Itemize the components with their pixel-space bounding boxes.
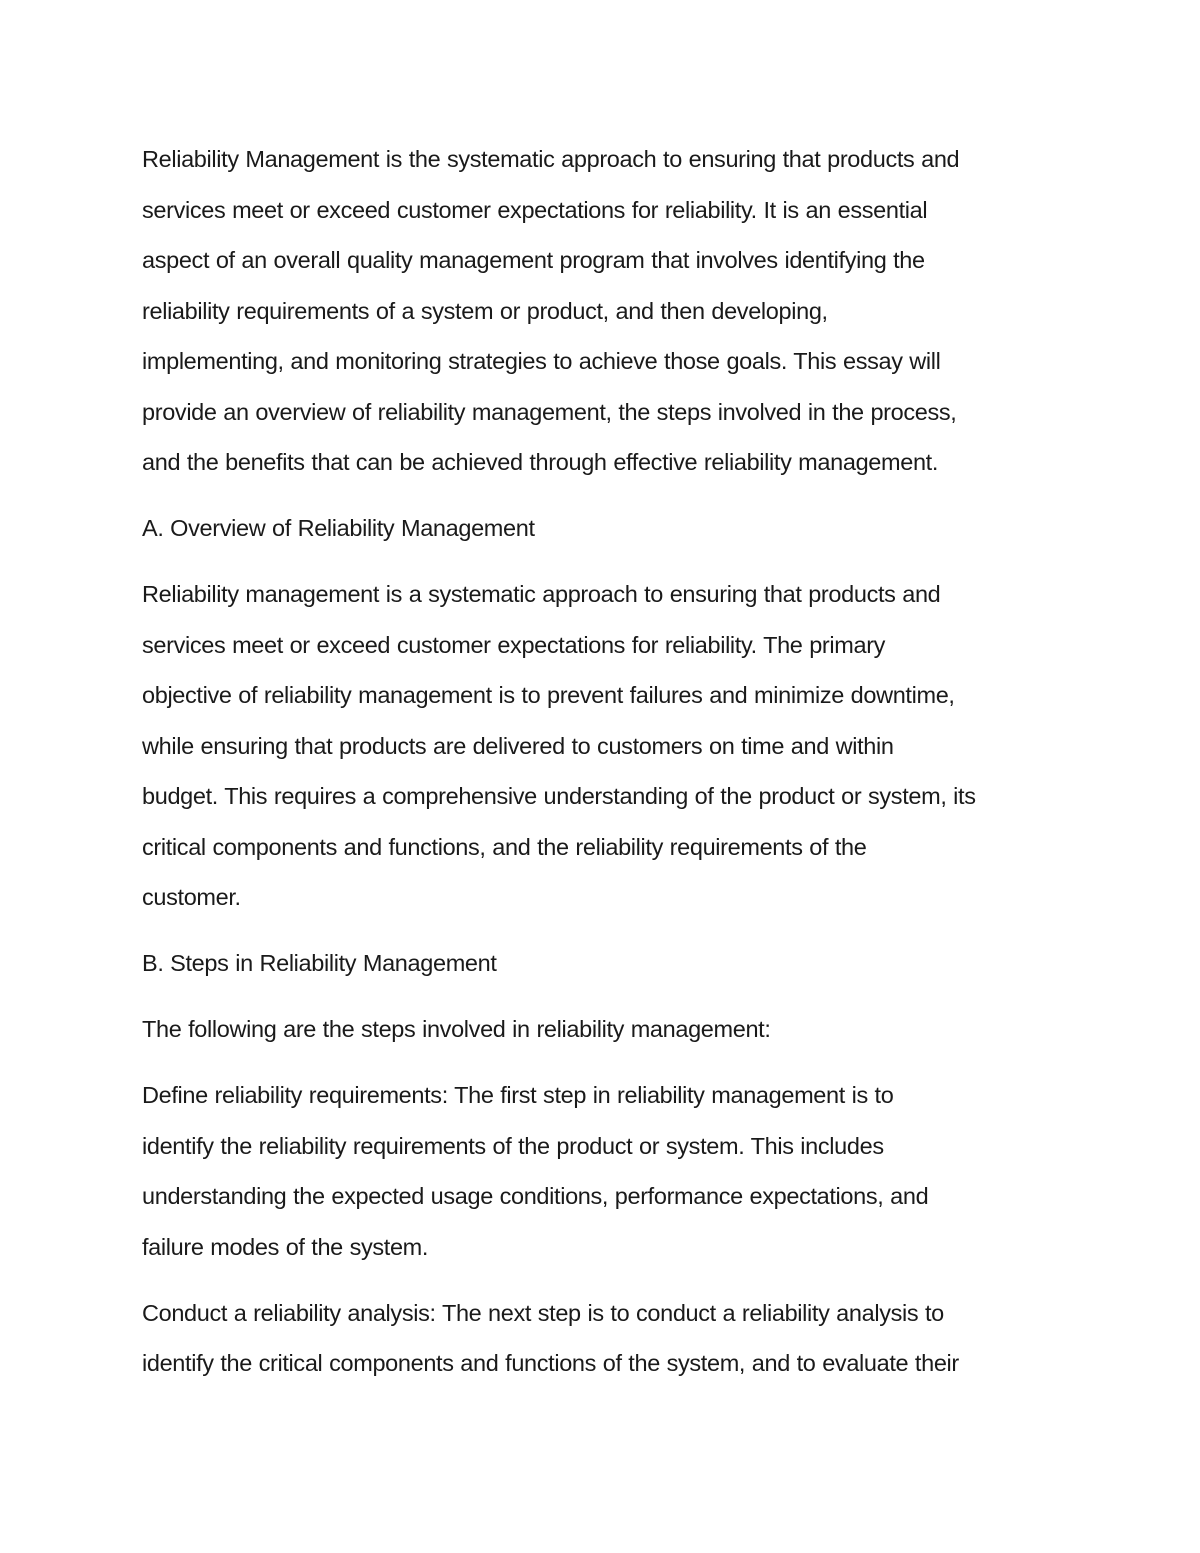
section-a-paragraph	[142, 569, 1067, 923]
section-a-heading: A. Overview of Reliability Management	[142, 515, 535, 541]
step-define-line: Define reliability requirements: The first step in reliability management is to	[142, 1082, 894, 1108]
intro-line: and the benefits that can be achieved through effective reliability management.	[142, 449, 939, 475]
section-a-line: services meet or exceed customer expectations for reliability. The primary	[142, 631, 886, 658]
section-b-intro: The following are the steps involved in reliability management:	[142, 1016, 771, 1042]
section-a-line: customer.	[142, 884, 241, 910]
intro-line: provide an overview of reliability management, the steps involved in the process,	[142, 398, 957, 425]
intro-line: services meet or exceed customer expectations for reliability. It is an essential	[142, 196, 928, 223]
section-a-line: critical components and functions, and the reliability requirements of the	[142, 833, 867, 860]
intro-line: Reliability Management is the systematic approach to ensuring that products and	[142, 146, 960, 172]
step-analysis-line: identify the critical components and functions of the system, and to evaluate their	[142, 1350, 959, 1376]
section-a-line: Reliability management is a systematic approach to ensuring that products and	[142, 581, 941, 607]
paragraph-gap	[142, 488, 1067, 504]
step-analysis-paragraph	[142, 1288, 1067, 1389]
paragraph-gap	[142, 923, 1067, 939]
document-body	[142, 134, 1067, 1389]
paragraph-gap	[142, 554, 1067, 570]
step-define-line: understanding the expected usage conditions, performance expectations, and	[142, 1183, 929, 1209]
section-a-line: objective of reliability management is to prevent failures and minimize downtime,	[142, 682, 955, 708]
paragraph-gap	[142, 1055, 1067, 1071]
intro-line: reliability requirements of a system or product, and then developing,	[142, 297, 828, 324]
step-define-line: identify the reliability requirements of the product or system. This includes	[142, 1132, 884, 1159]
intro-line: aspect of an overall quality management program that involves identifying the	[142, 247, 925, 273]
paragraph-gap	[142, 989, 1067, 1005]
step-analysis-line: Conduct a reliability analysis: The next step is to conduct a reliability analysis to	[142, 1299, 944, 1326]
intro-paragraph	[142, 134, 1067, 488]
paragraph-gap	[142, 1272, 1067, 1288]
step-define-paragraph	[142, 1070, 1067, 1272]
section-a-line: while ensuring that products are delivered to customers on time and within	[142, 732, 894, 759]
section-a-line: budget. This requires a comprehensive understanding of the product or system, its	[142, 783, 976, 809]
step-define-line: failure modes of the system.	[142, 1233, 429, 1260]
section-b-heading: B. Steps in Reliability Management	[142, 950, 497, 976]
intro-line: implementing, and monitoring strategies to achieve those goals. This essay will	[142, 348, 941, 374]
